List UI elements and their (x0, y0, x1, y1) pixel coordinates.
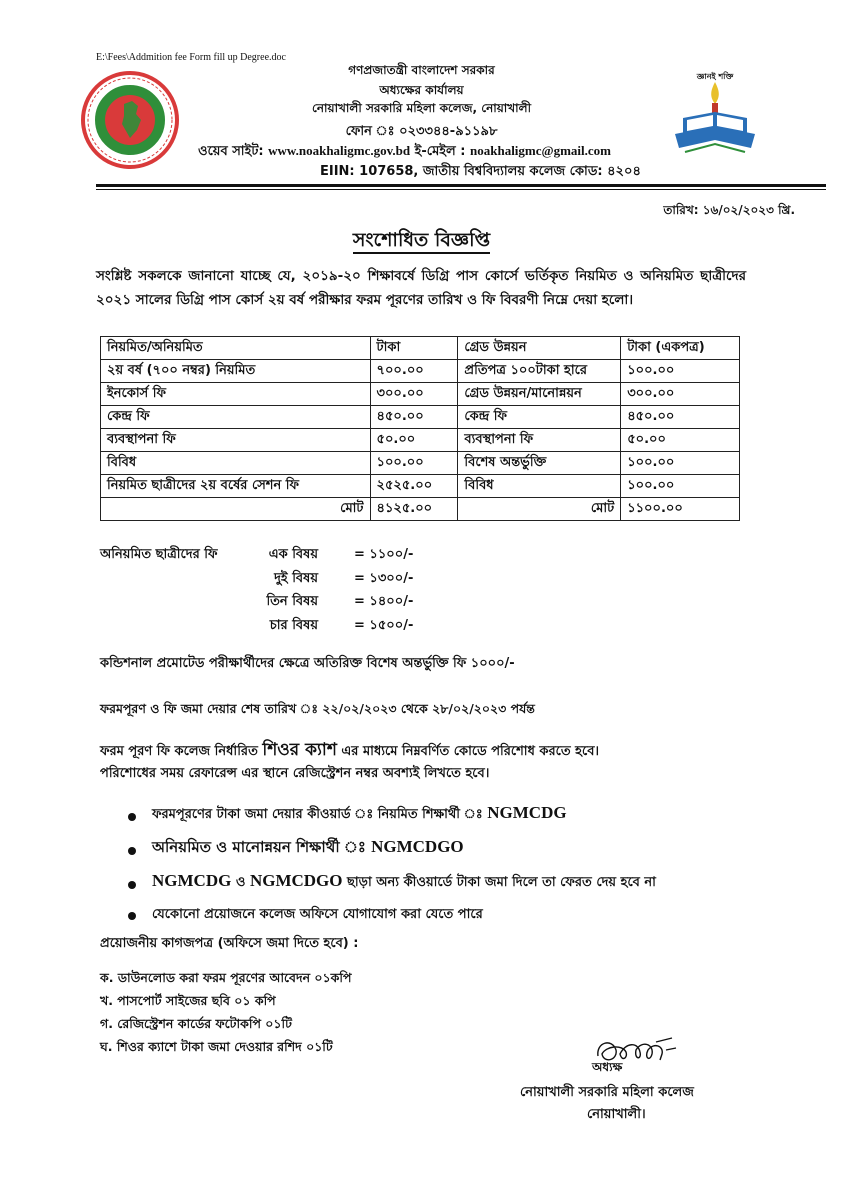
keyword-code: NGMCDG (152, 871, 232, 890)
payment-pre: ফরম পূরণ ফি কলেজ নির্ধারিত (100, 744, 263, 759)
irregular-amount: = ১৩০০/- (354, 570, 414, 586)
table-cell: ইনকোর্স ফি (101, 383, 371, 406)
table-cell: ব্যবস্থাপনা ফি (101, 429, 371, 452)
logo-motto: জ্ঞানই শক্তি (696, 72, 734, 81)
irregular-amount: = ১১০০/- (354, 547, 414, 562)
list-item: খ. পাসপোর্ট সাইজের ছবি ০১ কপি (100, 993, 276, 1008)
bullet-text: ছাড়া অন্য কীওয়ার্ডে টাকা জমা দিলে তা ফেরত দেয় হবে না (342, 875, 656, 890)
table-cell: বিবিধ (101, 452, 371, 475)
header-government: গণপ্রজাতন্ত্রী বাংলাদেশ সরকার (348, 63, 495, 77)
keyword-bullets (128, 800, 656, 930)
list-item: গ. রেজিস্ট্রেশন কার্ডের ফটোকপি ০১টি (100, 1016, 292, 1031)
header-office: অধ্যক্ষের কার্যালয় (379, 83, 464, 97)
eiin-line: EIIN: 107658, জাতীয় বিশ্ববিদ্যালয় কলেজ কোড: ৪২০৪ (320, 164, 641, 179)
payment-line-2: পরিশোধের সময় রেফারেন্স এর স্থানে রেজিস্ট্রেশন নম্বর অবশ্যই লিখতে হবে। (100, 766, 490, 781)
header-contact (198, 142, 611, 163)
notice-title (0, 226, 843, 258)
table-cell: কেন্দ্র ফি (101, 406, 371, 429)
bullet-text: অনিয়মিত ও মানোন্নয়ন শিক্ষার্থী ঃ (152, 838, 372, 856)
total-label-left: মোট (101, 498, 371, 521)
list-item: ক. ডাউনলোড করা ফরম পূরণের আবেদন ০১কপি (100, 970, 352, 985)
payment-line-1 (100, 737, 760, 765)
table-cell: বিবিধ (458, 475, 621, 498)
list-item: ঘ. শিওর ক্যাশে টাকা জমা দেওয়ার রশিদ ০১টি (100, 1039, 333, 1054)
website-label: ওয়েব সাইট: (198, 144, 264, 159)
table-cell: গ্রেড উন্নয়ন/মানোন্নয়ন (458, 383, 621, 406)
signatory-location: নোয়াখালী। (587, 1107, 646, 1122)
payment-highlight: শিওর ক্যাশ (262, 740, 337, 760)
table-row (101, 475, 740, 498)
payment-instructions (100, 737, 760, 783)
conditional-promoted-note: কন্ডিশনাল প্রমোটেড পরীক্ষার্থীদের ক্ষেত্রে অতিরিক্ত বিশেষ অন্তর্ভুক্তি ফি ১০০০/- (100, 656, 515, 671)
table-row (101, 429, 740, 452)
list-item (128, 868, 656, 902)
table-row (101, 383, 740, 406)
signatory-college: নোয়াখালী সরকারি মহিলা কলেজ (520, 1085, 694, 1100)
table-cell: ১০০.০০ (621, 360, 740, 383)
table-row (101, 360, 740, 383)
header-divider-thin (96, 189, 826, 190)
table-row (101, 452, 740, 475)
total-left: ৪১২৫.০০ (370, 498, 458, 521)
table-cell: ৫০.০০ (370, 429, 458, 452)
list-item (128, 834, 656, 868)
header-cell: টাকা (একপত্র) (621, 337, 740, 360)
header-cell: নিয়মিত/অনিয়মিত (101, 337, 371, 360)
payment-post: এর মাধ্যমে নিম্নবর্ণিত কোডে পরিশোধ করতে হবে। (336, 744, 600, 759)
total-right: ১১০০.০০ (621, 498, 740, 521)
bullet-text: ফরমপূরণের টাকা জমা দেয়ার কীওয়ার্ড ঃ নিয়মিত শিক্ষার্থী ঃ (152, 807, 488, 822)
table-cell: ৫০.০০ (621, 429, 740, 452)
table-cell: ১০০.০০ (621, 475, 740, 498)
table-cell: ২৫২৫.০০ (370, 475, 458, 498)
header-cell: গ্রেড উন্নয়ন (458, 337, 621, 360)
email-link[interactable]: noakhaligmc@gmail.com (470, 143, 612, 158)
table-cell: ১০০.০০ (621, 452, 740, 475)
irregular-subjects: চার বিষয় (269, 617, 318, 633)
deadline-note: ফরমপূরণ ও ফি জমা দেয়ার শেষ তারিখ ঃ ২২/০২/২০২৩ থেকে ২৮/০২/২০২৩ পর্যন্ত (100, 701, 535, 716)
required-documents-heading: প্রয়োজনীয় কাগজপত্র (অফিসে জমা দিতে হবে) : (100, 936, 359, 951)
table-cell: প্রতিপত্র ১০০টাকা হারে (458, 360, 621, 383)
file-path: E:\Fees\Addmition fee Form fill up Degree.doc (96, 52, 286, 63)
keyword-code: NGMCDGO (371, 837, 464, 856)
table-cell: বিশেষ অন্তর্ভুক্তি (458, 452, 621, 475)
table-cell: ৪৫০.০০ (621, 406, 740, 429)
bullet-text: যেকোনো প্রয়োজনে কলেজ অফিসে যোগাযোগ করা যেতে পারে (152, 907, 483, 922)
signatory-title: অধ্যক্ষ (592, 1060, 623, 1074)
list-item (128, 800, 656, 834)
table-cell: ২য় বর্ষ (৭০০ নম্বর) নিয়মিত (101, 360, 371, 383)
table-cell: ৩০০.০০ (370, 383, 458, 406)
header-divider-thick (96, 184, 826, 187)
required-documents-list (100, 966, 351, 1058)
fee-table-header (101, 337, 740, 360)
table-cell: ৪৫০.০০ (370, 406, 458, 429)
header-cell: টাকা (370, 337, 458, 360)
irregular-subjects: এক বিষয় (268, 547, 318, 562)
notice-date: তারিখ: ১৬/০২/২০২৩ খ্রি. (663, 203, 795, 217)
table-cell: ১০০.০০ (370, 452, 458, 475)
website-link[interactable]: www.noakhaligmc.gov.bd (268, 143, 411, 158)
fee-table (100, 336, 740, 521)
table-cell: ব্যবস্থাপনা ফি (458, 429, 621, 452)
irregular-amount: = ১৪০০/- (354, 594, 414, 609)
irregular-amount: = ১৫০০/- (354, 617, 414, 633)
table-cell: ৩০০.০০ (621, 383, 740, 406)
header-phone: ফোন ঃ ০২৩৩৪৪-৯১১৯৮ (345, 124, 498, 139)
keyword-code: NGMCDG (487, 803, 567, 822)
notice-intro: সংশ্লিষ্ট সকলকে জানানো যাচ্ছে যে, ২০১৯-২০ শিক্ষাবর্ষে ডিগ্রি পাস কোর্সে ভর্তিকৃত নিয়মিত ও অনিয়মিত ছাত্রীদের ২০২১ সালের ডিগ্রি পাস কোর্স ২য় বর্ষ পরীক্ষার ফরম পূরণের তারিখ ও ফি বিবরণী নিম্নে দেয়া হলো। (96, 268, 746, 308)
list-item (128, 902, 656, 930)
table-cell: ৭০০.০০ (370, 360, 458, 383)
irregular-fees-label: অনিয়মিত ছাত্রীদের ফি (100, 547, 218, 562)
table-cell: নিয়মিত ছাত্রীদের ২য় বর্ষের সেশন ফি (101, 475, 371, 498)
keyword-code: NGMCDGO (249, 871, 343, 890)
irregular-subjects: দুই বিষয় (274, 570, 318, 586)
header-college: নোয়াখালী সরকারি মহিলা কলেজ, নোয়াখালী (311, 101, 531, 115)
irregular-subjects: তিন বিষয় (266, 594, 318, 609)
bullet-text: ও (231, 875, 250, 890)
table-row (101, 406, 740, 429)
notice-title-text: সংশোধিত বিজ্ঞপ্তি (353, 229, 490, 254)
table-total-row (101, 498, 740, 521)
table-cell: কেন্দ্র ফি (458, 406, 621, 429)
total-label-right: মোট (458, 498, 621, 521)
email-label: ই-মেইল : (414, 144, 466, 159)
